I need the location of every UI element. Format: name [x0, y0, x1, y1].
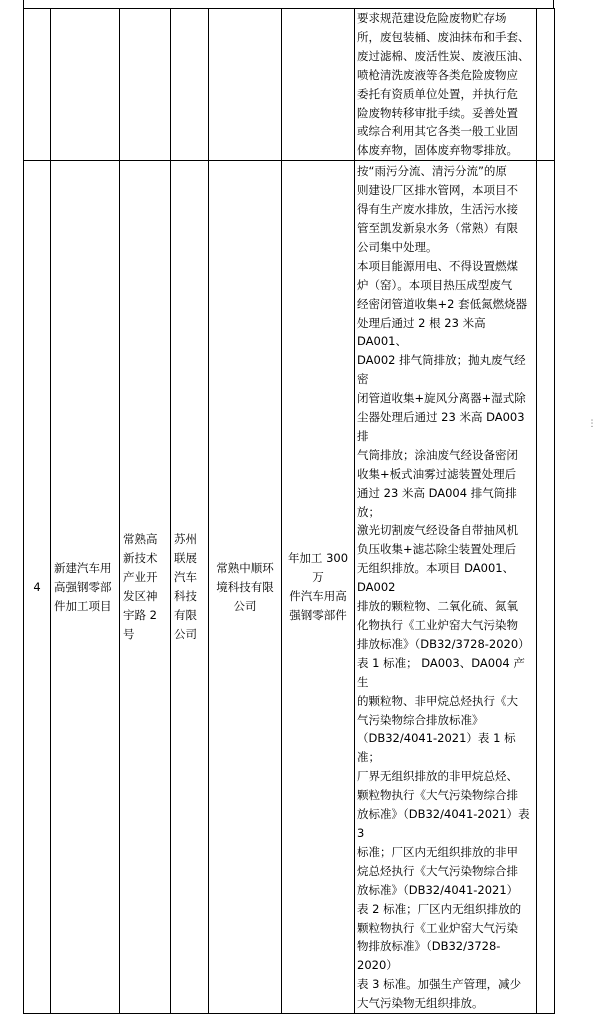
cell-location	[120, 9, 171, 161]
cell-project	[51, 161, 120, 1014]
cell-builder	[171, 161, 209, 1014]
page-left-rule	[23, 0, 24, 8]
project-location: 常熟高 新技术 产业开 发区神 宇路 2 号	[123, 532, 158, 641]
requirements-text: 按“雨污分流、清污分流”的原 则建设厂区排水管网，本项目不 得有生产废水排放，生活污水接 管至凯发新泉水务（常熟）有限 公司集中处理。 本项目能源用电、不得设置燃煤 炉（窑）。本项目热压成型废气 经密闭管道收集+2 套低氮燃烧器 处理后通过 2 根 23 米高 DA001、 DA002 排气筒排放；抛丸废气经密 闭管道收集+旋风分离器+湿式除 尘器处理后通过 23 米高 DA003 排 气筒排放；涂油废气经设备密闭 收集+板式油雾过滤装置处理后 通过 23 米高 DA004 排气筒排放； 激光切割废气经设备自带抽风机 负压收集+滤芯除尘装置处理后 无组织排放。本项目 DA001、DA002 排放的颗粒物、二氧化硫、氮氧 化物执行《工业炉窑大气污染物 排放标准》（DB32/3728-2020） 表 1 标准； DA003、DA004 产生 的颗粒物、非甲烷总烃执行《大 气污染物综合排放标准》 （DB32/4041-2021）表 1 标准； 厂界无组织排放的非甲烷总烃、 颗粒物执行《大气污染物综合排 放标准》（DB32/4041-2021）表 3 标准；厂区内无组织排放的非甲 烷总烃执行《大气污染物综合排 放标准》（DB32/4041-2021） 表 2 标准；厂区内无组织排放的 颗粒物执行《工业炉窑大气污染 物排放标准》（DB32/3728-2020） 表 3 标准。加强生产管理，减少 大气污染物无组织排放。	[357, 164, 530, 1011]
project-name: 新建汽车用 高强钢零部 件加工项目	[54, 560, 112, 613]
cell-location	[120, 161, 171, 1014]
cell-no: 4	[24, 161, 51, 1014]
cell-requirements	[355, 9, 537, 161]
cell-requirements	[355, 161, 537, 1014]
cell-remarks	[537, 161, 555, 1014]
cell-eia-unit	[209, 9, 282, 161]
cell-builder	[171, 9, 209, 161]
production-scale: 年加工 300 万 件汽车用高 强钢零部件	[287, 551, 349, 623]
scroll-handle-icon[interactable]: ⋮	[587, 419, 597, 429]
cell-no	[24, 9, 51, 161]
cell-scale	[282, 9, 355, 161]
cell-remarks	[537, 9, 555, 161]
page-right-rule	[553, 0, 554, 8]
approval-table	[23, 8, 555, 1014]
cell-scale	[282, 161, 355, 1014]
construction-unit: 苏州 联展 汽车 科技 有限 公司	[174, 532, 197, 641]
eia-unit: 常熟中顺环 境科技有限 公司	[216, 560, 274, 613]
table-row	[24, 161, 555, 1014]
cell-eia-unit	[209, 161, 282, 1014]
table-row	[24, 9, 555, 161]
cell-project	[51, 9, 120, 161]
requirements-text: 要求规范建设危险废物贮存场 所，废包装桶、废油抹布和手套、 废过滤棉、废活性炭、废液压油、 喷枪清洗废液等各类危险废物应 委托有资质单位处置，并执行危 险废物转移审批手续。妥善处置 或综合利用其它各类一般工业固 体废弃物，固体废弃物零排放。	[357, 11, 530, 158]
